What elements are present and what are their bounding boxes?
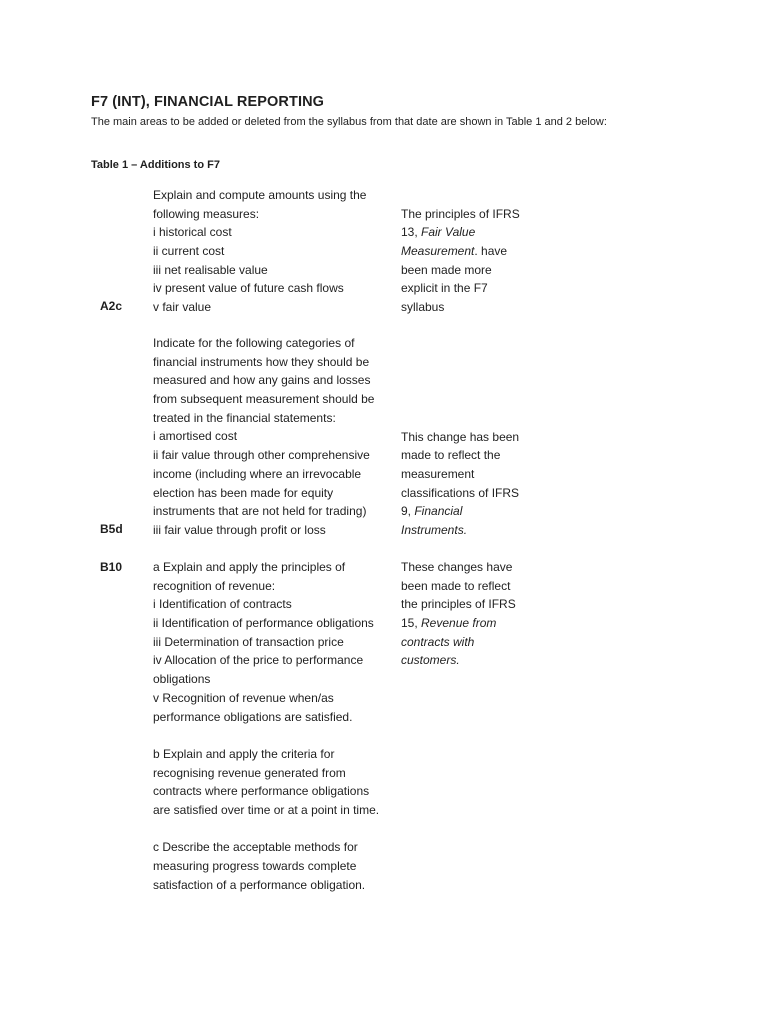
note-line: The principles of IFRS (401, 206, 520, 221)
description-line: iii Determination of transaction price (153, 634, 344, 649)
note-line: This change has been (401, 429, 520, 444)
note-line: been made more (401, 262, 492, 277)
description-line: ii current cost (153, 244, 225, 259)
note-line: syllabus (401, 300, 445, 315)
description-line: measured and how any gains and losses (153, 373, 371, 388)
table-caption: Table 1 – Additions to F7 (91, 159, 220, 171)
description-line: from subsequent measurement should be (153, 392, 375, 407)
description-line: ii fair value through other comprehensive (153, 448, 370, 463)
description-line: performance obligations are satisfied. (153, 709, 353, 724)
page-intro: The main areas to be added or deleted from the syllabus from that date are shown in Table 1 and 2 below: (91, 116, 607, 128)
row-description-b5d (153, 334, 393, 540)
row-description-a2c (153, 186, 393, 317)
description-line: Explain and compute amounts using the (153, 188, 367, 202)
description-line: are satisfied over time or at a point in time. (153, 802, 380, 817)
description-line: measuring progress towards complete (153, 859, 357, 873)
row-ref-a2c: A2c (100, 299, 123, 313)
description-line: b Explain and apply the criteria for (153, 746, 335, 761)
row-note-b10 (401, 558, 541, 670)
description-line: recognition of revenue: (153, 578, 276, 593)
description-line: instruments that are not held for trading) (153, 504, 367, 519)
description-line: iii net realisable value (153, 262, 268, 277)
note-line: Measurement. have (401, 244, 508, 259)
page-title: F7 (INT), FINANCIAL REPORTING (91, 94, 325, 110)
row-note-b5d (401, 428, 541, 540)
description-line: a Explain and apply the principles of (153, 560, 346, 574)
description-line: v Recognition of revenue when/as (153, 690, 334, 705)
row-ref-b10: B10 (100, 560, 123, 574)
note-line: the principles of IFRS (401, 597, 516, 612)
description-line: v fair value (153, 300, 212, 315)
description-line: obligations (153, 672, 211, 687)
description-line: iii fair value through profit or loss (153, 522, 326, 537)
description-line: contracts where performance obligations (153, 784, 370, 799)
description-line: Indicate for the following categories of (153, 336, 355, 350)
description-line: following measures: (153, 206, 260, 221)
row-note-a2c (401, 205, 541, 317)
description-line: treated in the financial statements: (153, 410, 336, 425)
note-line: customers. (401, 653, 460, 668)
description-line: iv present value of future cash flows (153, 281, 344, 296)
note-line: classifications of IFRS (401, 485, 520, 500)
description-line: i historical cost (153, 225, 232, 240)
description-line: satisfaction of a performance obligation. (153, 877, 366, 892)
paragraph-gap (153, 726, 393, 745)
note-line: These changes have (401, 560, 513, 574)
row-ref-b5d: B5d (100, 522, 123, 536)
description-line: recognising revenue generated from (153, 765, 346, 780)
note-line: measurement (401, 466, 475, 481)
note-line: contracts with (401, 634, 475, 649)
description-line: iv Allocation of the price to performance (153, 653, 364, 668)
note-line: 15, Revenue from (401, 616, 497, 631)
note-line: made to reflect the (401, 448, 501, 463)
description-line: financial instruments how they should be (153, 354, 370, 369)
row-description-b10 (153, 558, 393, 894)
description-line: ii Identification of performance obligations (153, 616, 374, 631)
note-line: 9, Financial (401, 504, 463, 519)
note-line: explicit in the F7 (401, 281, 488, 296)
description-line: election has been made for equity (153, 485, 334, 500)
note-line: Instruments. (401, 522, 468, 537)
description-line: i amortised cost (153, 429, 238, 444)
description-line: income (including where an irrevocable (153, 466, 362, 481)
paragraph-gap (153, 820, 393, 839)
note-line: 13, Fair Value (401, 225, 476, 240)
description-line: i Identification of contracts (153, 597, 292, 612)
description-line: c Describe the acceptable methods for (153, 840, 358, 855)
note-line: been made to reflect (401, 578, 511, 593)
